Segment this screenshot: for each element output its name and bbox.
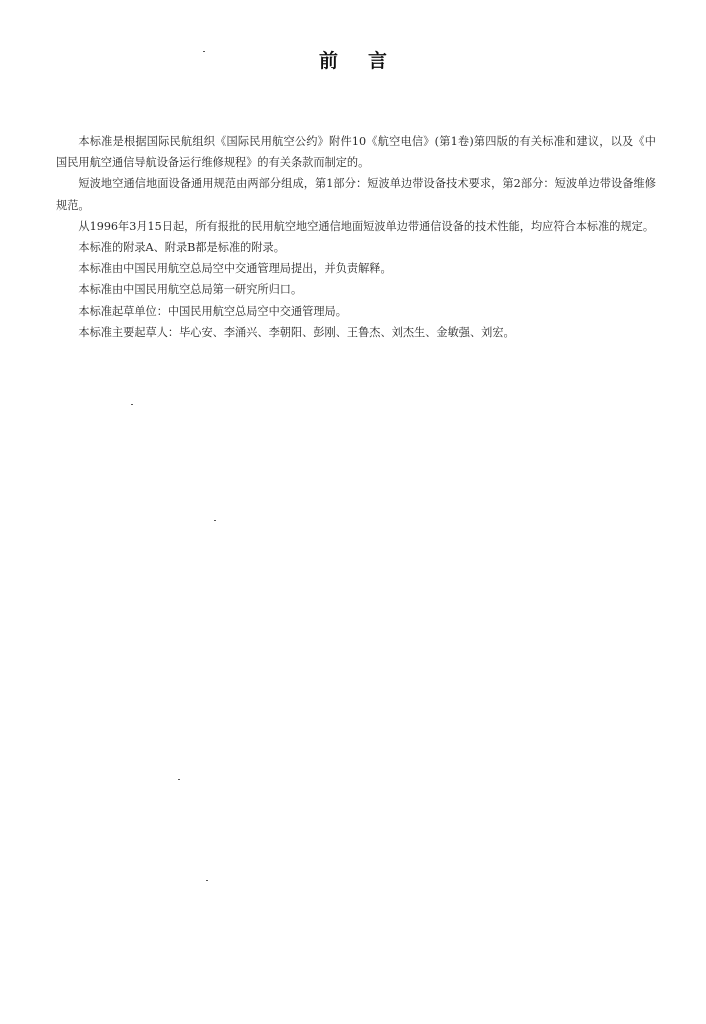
paragraph-effective-date: 从1996年3月15日起，所有报批的民用航空地空通信地面短波单边带通信设备的技术性能，均应符合本标准的规定。 xyxy=(78,219,655,233)
scan-speck xyxy=(214,520,216,521)
title-char-1: 前 xyxy=(318,50,338,72)
paragraph-basis: 本标准是根据国际民航组织《国际民用航空公约》附件10《航空电信》(第1卷)第四版的有关标准和建议，以及《中国民用航空通信导航设备运行维修规程》的有关条款而制定的。 xyxy=(56,135,656,170)
title-char-2: 言 xyxy=(368,50,388,72)
paragraph-proposer: 本标准由中国民用航空总局空中交通管理局提出，并负责解释。 xyxy=(78,262,392,276)
page-title xyxy=(0,46,706,73)
paragraph-structure: 短波地空通信地面设备通用规范由两部分组成，第1部分：短波单边带设备技术要求，第2部分：短波单边带设备维修规范。 xyxy=(56,177,656,212)
scan-speck xyxy=(206,880,208,881)
paragraph-drafting-unit: 本标准起草单位：中国民用航空总局空中交通管理局。 xyxy=(78,304,347,318)
foreword-body xyxy=(56,131,656,343)
paragraph-appendices: 本标准的附录A、附录B都是标准的附录。 xyxy=(78,241,285,255)
paragraph-administrator: 本标准由中国民用航空总局第一研究所归口。 xyxy=(78,283,303,297)
scan-speck xyxy=(178,779,180,780)
scan-speck xyxy=(203,51,205,52)
scan-speck xyxy=(131,404,133,405)
paragraph-drafters: 本标准主要起草人：毕心安、李涌兴、李朝阳、彭刚、王鲁杰、刘杰生、金敏强、刘宏。 xyxy=(78,325,515,339)
